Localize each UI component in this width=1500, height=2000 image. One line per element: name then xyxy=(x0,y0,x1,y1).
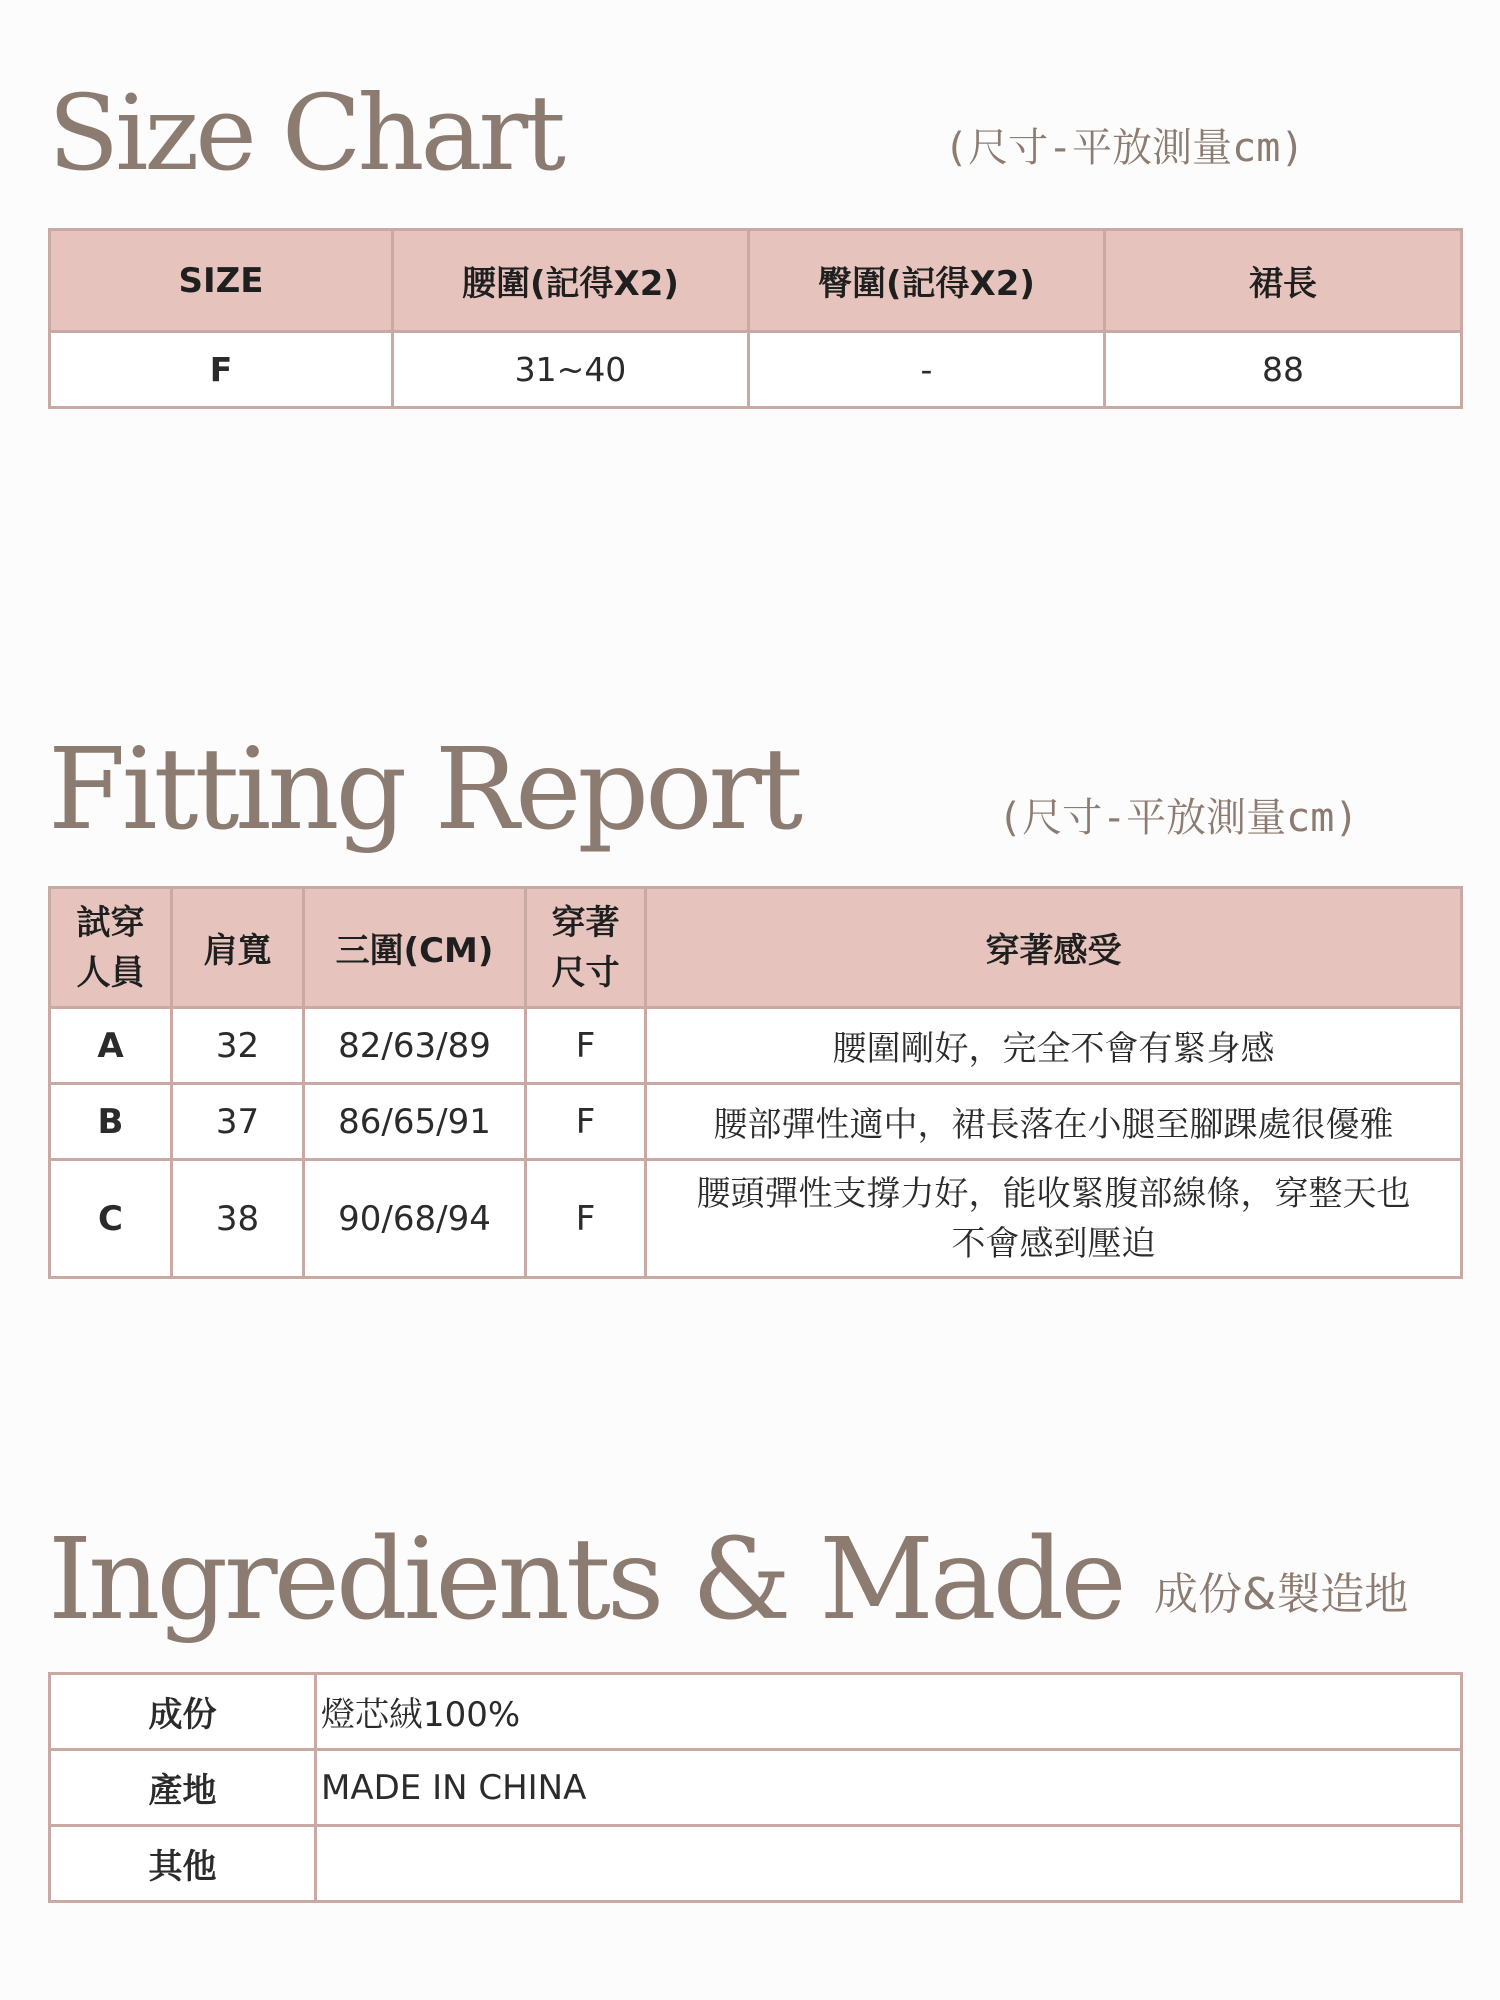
table-row xyxy=(50,1084,1462,1160)
fitting-report-table xyxy=(48,886,1463,1279)
size-cell: F xyxy=(50,332,393,408)
size-chart-header-row xyxy=(50,230,1462,332)
ingredients-label: 成份 xyxy=(50,1674,316,1750)
fitting-report-title: Fitting Report xyxy=(48,725,800,855)
shoulder-cell: 37 xyxy=(172,1084,304,1160)
fit-size-cell: F xyxy=(526,1084,646,1160)
ingredients-table xyxy=(48,1672,1463,1903)
ingredients-note: 成份&製造地 xyxy=(1154,1569,1409,1620)
measurements-cell: 82/63/89 xyxy=(304,1008,526,1084)
feedback-cell xyxy=(646,1160,1462,1278)
size-chart-note: (尺寸-平放測量cm) xyxy=(944,125,1305,171)
feedback-text: 腰頭彈性支撐力好，能收緊腹部線條，穿整天也 不會感到壓迫 xyxy=(696,1173,1411,1264)
fit-size-cell: F xyxy=(526,1160,646,1278)
ingredients-value: 燈芯絨100% xyxy=(316,1674,1462,1750)
origin-value: MADE IN CHINA xyxy=(316,1750,1462,1826)
table-row xyxy=(50,1826,1462,1902)
table-row xyxy=(50,1008,1462,1084)
tester-cell: C xyxy=(50,1160,172,1278)
fitting-header-label: 試穿 人員 xyxy=(76,902,145,993)
fitting-header-label: 穿著 尺寸 xyxy=(551,902,620,993)
ingredients-title: Ingredients & Made xyxy=(48,1515,1123,1645)
length-cell: 88 xyxy=(1105,332,1462,408)
table-row xyxy=(50,332,1462,408)
size-chart-title: Size Chart xyxy=(48,72,562,194)
size-chart-header: 裙長 xyxy=(1105,230,1462,332)
size-chart-table xyxy=(48,228,1463,409)
tester-cell: B xyxy=(50,1084,172,1160)
other-value xyxy=(316,1826,1462,1902)
fitting-header: 穿著感受 xyxy=(646,888,1462,1008)
measurements-cell: 86/65/91 xyxy=(304,1084,526,1160)
fitting-header: 三圍(CM) xyxy=(304,888,526,1008)
origin-label: 產地 xyxy=(50,1750,316,1826)
other-label: 其他 xyxy=(50,1826,316,1902)
size-chart-header: 腰圍(記得X2) xyxy=(393,230,749,332)
fitting-header xyxy=(526,888,646,1008)
table-row xyxy=(50,1160,1462,1278)
shoulder-cell: 38 xyxy=(172,1160,304,1278)
fitting-report-header-row xyxy=(50,888,1462,1008)
feedback-cell: 腰圍剛好，完全不會有緊身感 xyxy=(646,1008,1462,1084)
waist-cell: 31~40 xyxy=(393,332,749,408)
measurements-cell: 90/68/94 xyxy=(304,1160,526,1278)
shoulder-cell: 32 xyxy=(172,1008,304,1084)
feedback-cell: 腰部彈性適中，裙長落在小腿至腳踝處很優雅 xyxy=(646,1084,1462,1160)
table-row xyxy=(50,1750,1462,1826)
table-row xyxy=(50,1674,1462,1750)
size-chart-header: 臀圍(記得X2) xyxy=(749,230,1105,332)
fitting-header xyxy=(50,888,172,1008)
fitting-header: 肩寬 xyxy=(172,888,304,1008)
hip-cell: - xyxy=(749,332,1105,408)
fitting-report-note: (尺寸-平放測量cm) xyxy=(998,795,1359,841)
tester-cell: A xyxy=(50,1008,172,1084)
fit-size-cell: F xyxy=(526,1008,646,1084)
size-chart-header: SIZE xyxy=(50,230,393,332)
